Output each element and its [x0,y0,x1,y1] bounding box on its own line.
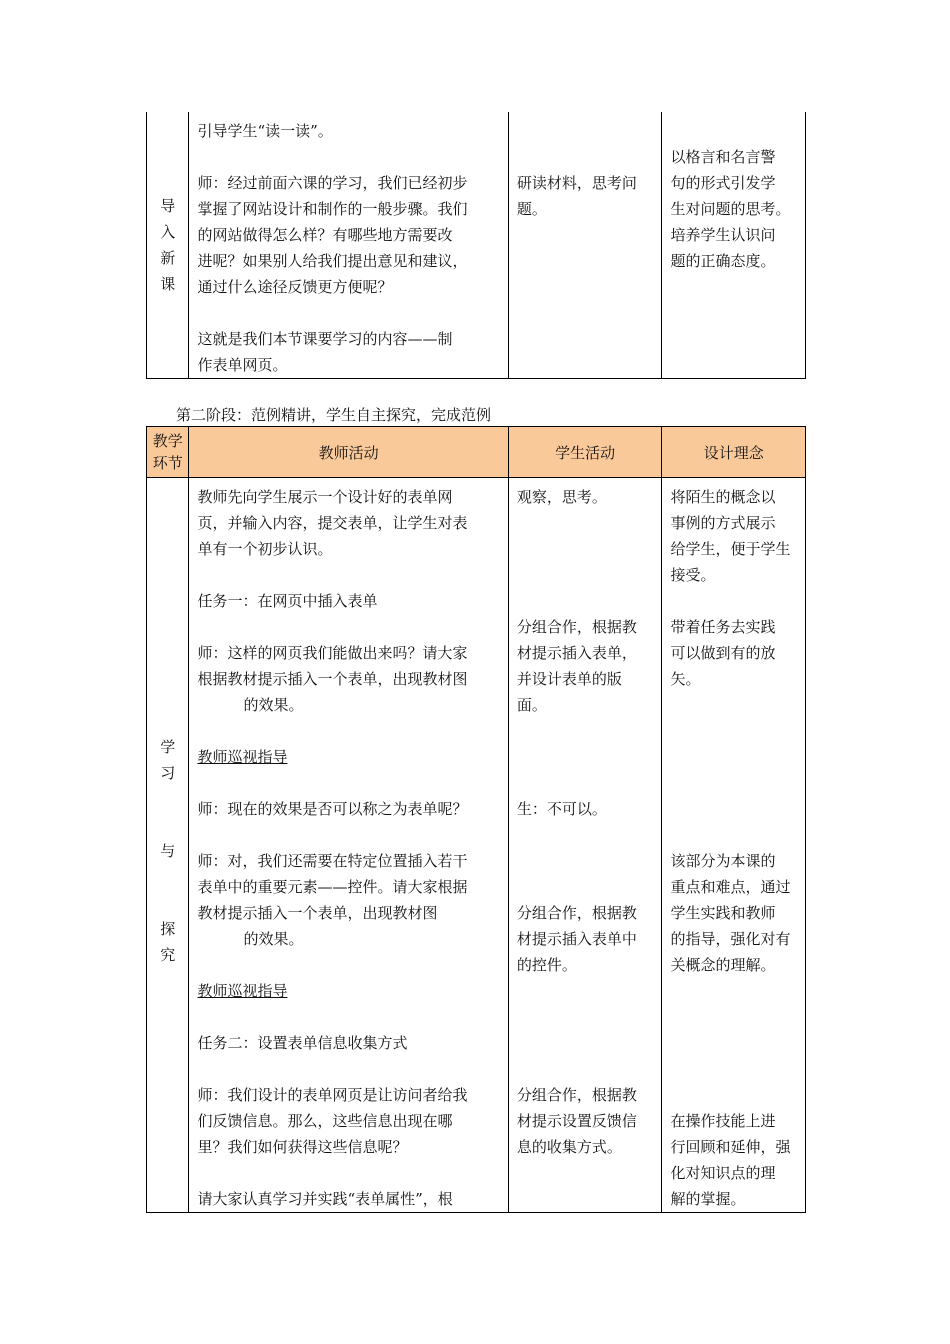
teacher-text: 请大家认真学习并实践“表单属性”，根 [197,1190,453,1208]
lesson-table-explore [146,426,806,1213]
teacher-text: 根据教材提示插入一个表单，出现教材图 [197,670,468,688]
task-title: 任务一：在网页中插入表单 [197,592,378,610]
student-text: 观察，思考。 [516,488,607,506]
teacher-text: 教师先向学生展示一个设计好的表单网 [197,488,453,506]
student-text: 材提示插入表单， [516,644,637,662]
table-header-row [147,427,806,478]
teacher-text: 的效果。 [243,696,304,714]
teacher-text: 教材提示插入一个表单，出现教材图 [197,904,438,922]
header-teacher: 教师活动 [189,427,508,478]
design-concept-cell [662,112,806,379]
teacher-text: 进呢？如果别人给我们提出意见和建议， [197,252,468,270]
student-text: 分组合作，根据教 [516,904,637,922]
design-text: 带着任务去实践 [670,618,776,636]
teacher-text: 师：对，我们还需要在特定位置插入若干 [197,852,468,870]
student-text: 生：不可以。 [516,800,607,818]
design-text: 关概念的理解。 [670,956,776,974]
teacher-text: 作表单网页。 [197,356,288,374]
section-label-char: 究 [160,946,176,964]
section-label-cell [147,112,189,379]
design-text: 事例的方式展示 [670,514,776,532]
design-text: 解的掌握。 [670,1190,746,1208]
student-activity-cell [508,478,662,1213]
section-label-char: 学 [160,738,176,756]
design-text: 以格言和名言警 [670,148,776,166]
design-text: 将陌生的概念以 [670,488,776,506]
teacher-text: 引导学生“读一读”。 [197,122,333,140]
section-label-char: 与 [160,842,176,860]
student-text: 题。 [516,200,547,218]
design-text: 化对知识点的理 [670,1164,776,1182]
section-label-cell [147,478,189,1213]
stage-title: 第二阶段：范例精讲，学生自主探究，完成范例 [176,406,492,424]
header-segment-line: 教学 [152,432,183,450]
teacher-text: 们反馈信息。那么，这些信息出现在哪 [197,1112,453,1130]
design-text: 题的正确态度。 [670,252,776,270]
student-text: 并设计表单的版 [516,670,622,688]
teacher-text: 里？我们如何获得这些信息呢？ [197,1138,408,1156]
header-student: 学生活动 [508,427,662,478]
design-text: 该部分为本课的 [670,852,776,870]
student-text: 分组合作，根据教 [516,1086,637,1104]
student-text: 分组合作，根据教 [516,618,637,636]
task-title: 任务二：设置表单信息收集方式 [197,1034,408,1052]
table-row [147,112,806,379]
student-text: 材提示插入表单中 [516,930,637,948]
section-label: 导入新课 [160,197,176,293]
design-text: 句的形式引发学 [670,174,776,192]
teacher-text: 页，并输入内容，提交表单，让学生对表 [197,514,468,532]
teacher-text: 单有一个初步认识。 [197,540,333,558]
teacher-text: 的效果。 [243,930,304,948]
design-text: 生对问题的思考。 [670,200,791,218]
design-text: 接受。 [670,566,716,584]
design-text: 重点和难点，通过 [670,878,791,896]
teacher-text: 掌握了网站设计和制作的一般步骤。我们 [197,200,468,218]
student-text: 的控件。 [516,956,577,974]
design-concept-cell [662,478,806,1213]
design-text: 学生实践和教师 [670,904,776,922]
student-text: 研读材料，思考问 [516,174,637,192]
teacher-text: 的网站做得怎么样？有哪些地方需要改 [197,226,453,244]
teacher-text: 表单中的重要元素——控件。请大家根据 [197,878,468,896]
teacher-text: 师：这样的网页我们能做出来吗？请大家 [197,644,468,662]
student-text: 材提示设置反馈信 [516,1112,637,1130]
table-row [147,478,806,1213]
student-text: 息的收集方式。 [516,1138,622,1156]
teacher-text: 师：我们设计的表单网页是让访问者给我 [197,1086,468,1104]
section-label-char: 习 [160,764,176,782]
guidance-note [189,978,507,1004]
teacher-text: 通过什么途径反馈更方便呢？ [197,278,393,296]
design-text: 的指导，强化对有 [670,930,791,948]
design-text: 可以做到有的放 [670,644,776,662]
teacher-text: 师：现在的效果是否可以称之为表单呢？ [197,800,468,818]
header-segment [147,427,189,478]
student-activity-cell [508,112,662,379]
guidance-note-text: 教师巡视指导 [197,982,288,1000]
header-segment-line: 环节 [152,454,183,472]
design-text: 培养学生认识问 [670,226,776,244]
section-label-char: 探 [160,920,176,938]
design-text: 给学生，便于学生 [670,540,791,558]
teacher-text: 师：经过前面六课的学习，我们已经初步 [197,174,468,192]
student-text: 面。 [516,696,547,714]
design-text: 行回顾和延伸，强 [670,1138,791,1156]
lesson-table-intro [146,112,806,379]
teacher-text: 这就是我们本节课要学习的内容——制 [197,330,453,348]
guidance-note-text: 教师巡视指导 [197,748,288,766]
teacher-activity-cell [189,478,508,1213]
design-text: 矢。 [670,670,701,688]
header-design: 设计理念 [662,427,806,478]
teacher-activity-cell [189,112,508,379]
guidance-note [189,744,507,770]
design-text: 在操作技能上进 [670,1112,776,1130]
